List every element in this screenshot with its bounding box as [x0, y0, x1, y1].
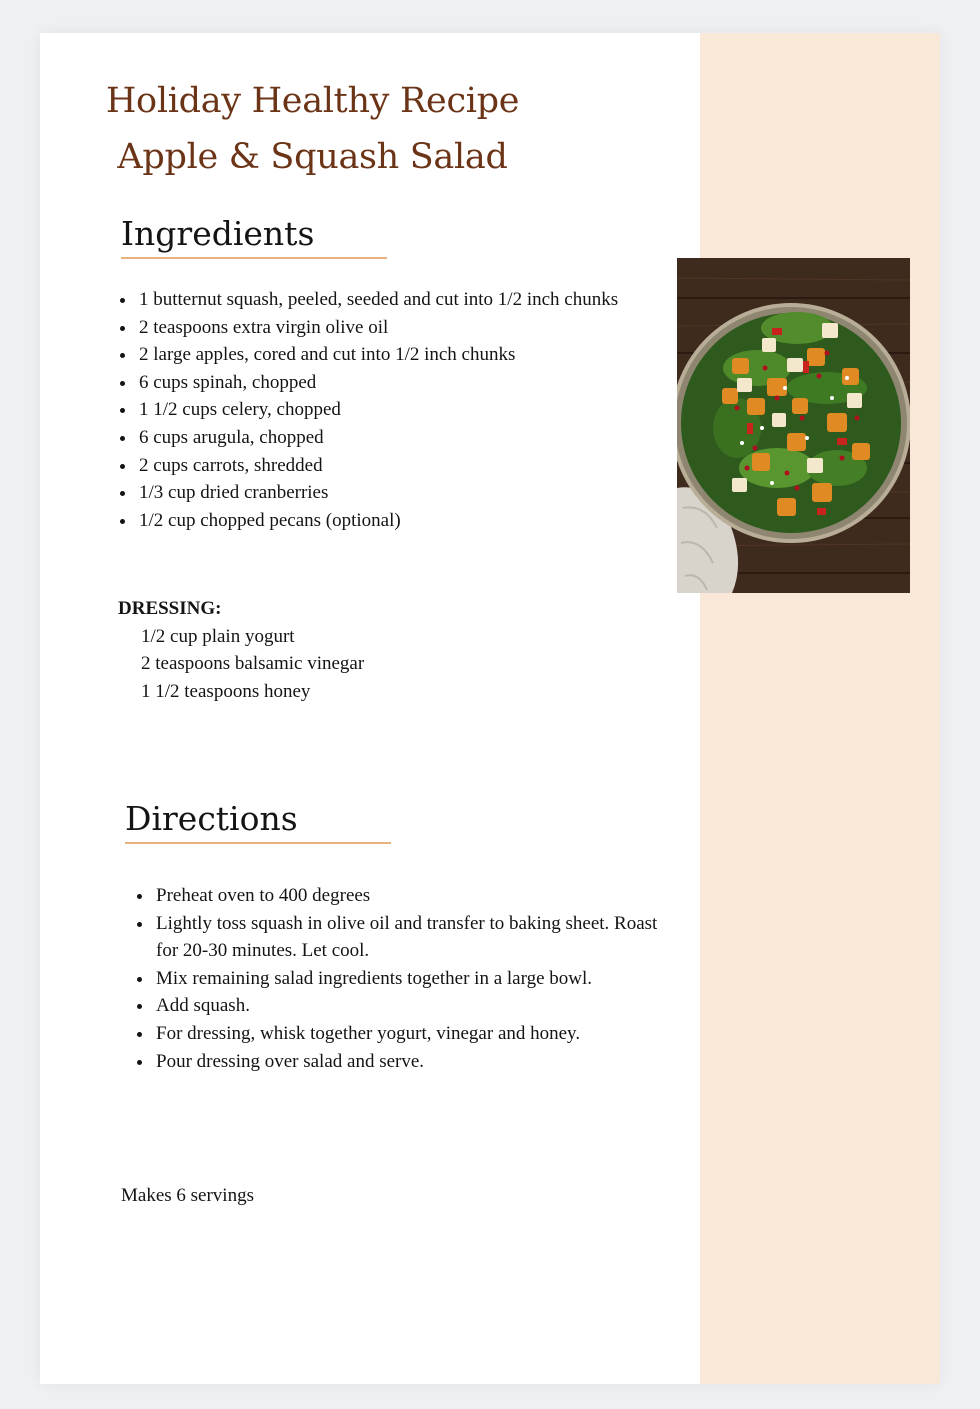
ingredient-item: • 6 cups arugula, chopped: [137, 424, 682, 452]
directions-list: [135, 882, 684, 1075]
directions-heading-underline: [125, 842, 391, 844]
ingredients-list: [118, 286, 682, 534]
dressing-item: 1 1/2 teaspoons honey: [141, 680, 311, 702]
direction-step: • Add squash.: [154, 992, 684, 1020]
ingredient-item: • 2 large apples, cored and cut into 1/2 inch chunks: [137, 341, 682, 369]
ingredient-item: • 2 cups carrots, shredded: [137, 452, 682, 480]
direction-step: • Preheat oven to 400 degrees: [154, 882, 684, 910]
recipe-title: [40, 73, 585, 185]
ingredients-heading: Ingredients: [121, 214, 315, 253]
direction-step: • Pour dressing over salad and serve.: [154, 1048, 684, 1076]
direction-step: • Lightly toss squash in olive oil and transfer to baking sheet. Roast for 20-30 minutes. Let cool.: [154, 910, 684, 965]
dressing-label: DRESSING:: [118, 598, 222, 619]
salad-photo: [677, 258, 910, 593]
ingredient-item: • 6 cups spinah, chopped: [137, 369, 682, 397]
servings-note: Makes 6 servings: [121, 1185, 254, 1206]
ingredient-item: • 2 teaspoons extra virgin olive oil: [137, 314, 682, 342]
dressing-item: 1/2 cup plain yogurt: [141, 625, 295, 647]
directions-heading: Directions: [125, 799, 298, 838]
ingredient-item: • 1/3 cup dried cranberries: [137, 479, 682, 507]
side-panel: [700, 33, 940, 1384]
ingredient-item: • 1 1/2 cups celery, chopped: [137, 396, 682, 424]
dressing-section: [118, 595, 364, 705]
direction-step: • For dressing, whisk together yogurt, vinegar and honey.: [154, 1020, 684, 1048]
ingredient-item: • 1/2 cup chopped pecans (optional): [137, 507, 682, 535]
title-line-1: Holiday Healthy Recipe: [105, 81, 520, 121]
ingredient-item: • 1 butternut squash, peeled, seeded and cut into 1/2 inch chunks: [137, 286, 682, 314]
dressing-item: 2 teaspoons balsamic vinegar: [141, 653, 365, 675]
recipe-card: [40, 33, 940, 1384]
ingredients-heading-underline: [121, 257, 387, 259]
title-line-2: Apple & Squash Salad: [117, 137, 508, 177]
direction-step: • Mix remaining salad ingredients together in a large bowl.: [154, 965, 684, 993]
